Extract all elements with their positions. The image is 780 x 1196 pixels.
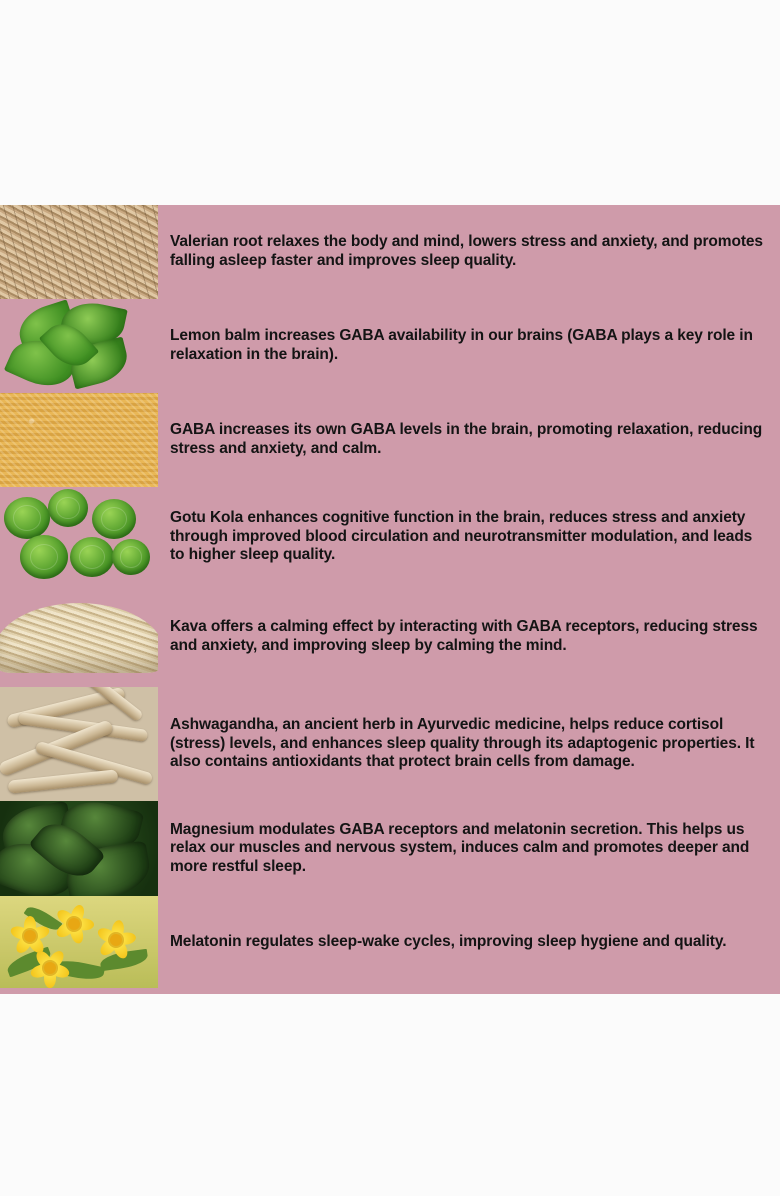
valerian-root-image [0,205,158,299]
row-text: Valerian root relaxes the body and mind, lowers stress and anxiety, and promotes falling asleep faster and improves sleep quality. [170,233,763,269]
gaba-granules-image [0,393,158,487]
kava-root-image [0,587,158,687]
list-item [0,587,780,687]
list-item [0,299,780,393]
sleep-herbs-infographic [0,205,780,994]
row-text-cell [158,587,780,687]
row-text: Magnesium modulates GABA receptors and melatonin secretion. This helps us relax our muscles and nervous system, induces calm and promotes deeper and more restful sleep. [170,820,750,875]
ashwagandha-root-image [0,687,158,801]
row-text-cell [158,896,780,988]
list-item [0,205,780,299]
lemon-balm-image [0,299,158,393]
leafy-greens-image [0,801,158,896]
list-item [0,801,780,896]
row-text-cell [158,393,780,487]
gotu-kola-image [0,487,158,587]
list-item [0,896,780,988]
row-text-cell [158,687,780,801]
row-text-cell [158,487,780,587]
row-text: Lemon balm increases GABA availability in our brains (GABA plays a key role in relaxation in the brain). [170,327,753,363]
list-item [0,687,780,801]
row-text-cell [158,299,780,393]
row-text: Melatonin regulates sleep-wake cycles, improving sleep hygiene and quality. [170,932,727,950]
row-text-cell [158,205,780,299]
row-text: Kava offers a calming effect by interacting with GABA receptors, reducing stress and anxiety, and improving sleep by calming the mind. [170,618,758,654]
list-item [0,487,780,587]
list-item [0,393,780,487]
row-text-cell [158,801,780,896]
row-text: Ashwagandha, an ancient herb in Ayurvedic medicine, helps reduce cortisol (stress) levels, and enhances sleep quality through its adaptogenic properties. It also contains antioxidants that protect brain cells from damage. [170,716,755,771]
row-text: Gotu Kola enhances cognitive function in the brain, reduces stress and anxiety through improved blood circulation and neurotransmitter modulation, and leads to higher sleep quality. [170,509,753,564]
row-text: GABA increases its own GABA levels in the brain, promoting relaxation, reducing stress and anxiety, and calm. [170,421,763,457]
yellow-flowers-image [0,896,158,988]
